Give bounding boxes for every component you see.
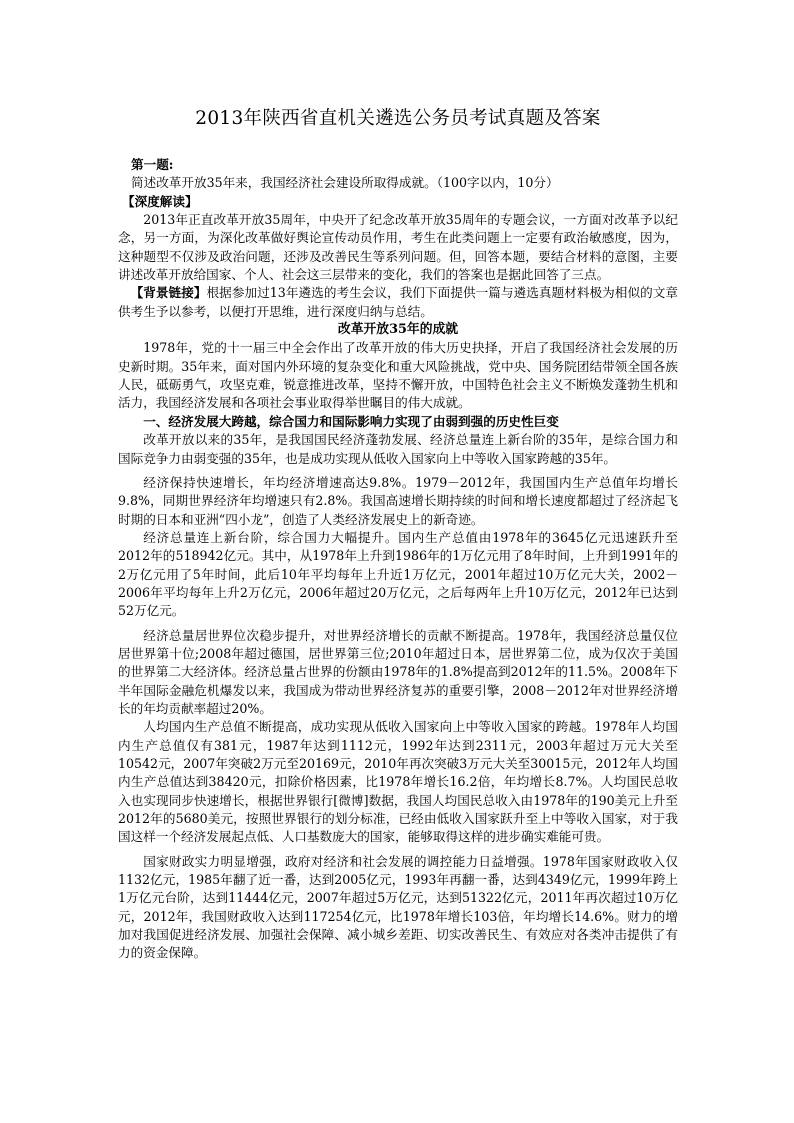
deep-analysis-label: 【深度解读】 <box>122 193 198 209</box>
question-text: 简述改革开放35年来，我国经济社会建设所取得成就。（100字以内，10分） <box>131 175 559 191</box>
section-paragraph: 经济总量连上新台阶，综合国力大幅提升。国内生产总值由1978年的3645亿元迅速跃升至2012年的518942亿元。其中，从1978年上升到1986年的1万亿元用了8年时间，上升到1991年的2万亿元用了5年时间，此后10年平均每年上升近1万亿元，2001年超过10万亿元大关，2002－2006年平均每年上升2万亿元，2006年超过20万亿元，之后每两年上升10万亿元，2012年已达到52万亿元。 <box>118 529 678 619</box>
document-page <box>118 104 678 963</box>
intro-paragraph: 1978年，党的十一届三中全会作出了改革开放的伟大历史抉择，开启了我国经济社会发展的历史新时期。35年来，面对国内外环境的复杂变化和重大风险挑战，党中央、国务院团结带领全国各族人民，砥砺勇气，攻坚克难，锐意推进改革，坚持不懈开放，中国特色社会主义不断焕发蓬勃生机和活力，我国经济发展和各项社会事业取得举世瞩目的伟大成就。 <box>118 340 678 411</box>
section-paragraph: 国家财政实力明显增强，政府对经济和社会发展的调控能力日益增强。1978年国家财政收入仅1132亿元，1985年翻了近一番，达到2005亿元，1993年再翻一番，达到4349亿元，1999年跨上1万亿元台阶，达到11444亿元，2007年超过5万亿元，达到51322亿元，2011年再次超过10万亿元，2012年，我国财政收入达到117254亿元，比1978年增长103倍，年均增长14.6%。财力的增加对我国促进经济发展、加强社会保障、减小城乡差距、切实改善民生、有效应对各类冲击提供了有力的资金保障。 <box>118 853 678 961</box>
section-paragraph: 经济保持快速增长，年均经济增速高达9.8%。1979－2012年，我国国内生产总值年均增长9.8%，同期世界经济年均增速只有2.8%。我国高速增长期持续的时间和增长速度都超过了经济起飞时期的日本和亚洲“四小龙”，创造了人类经济发展史上的新奇迹。 <box>118 474 678 527</box>
section-heading: 一、经济发展大跨越，综合国力和国际影响力实现了由弱到强的历史性巨变 <box>143 413 559 429</box>
background-link <box>118 284 678 321</box>
background-label: 【背景链接】 <box>130 285 207 301</box>
section-paragraph: 经济总量居世界位次稳步提升，对世界经济增长的贡献不断提高。1978年，我国经济总量仅位居世界第十位;2008年超过德国，居世界第三位;2010年超过日本，居世界第二位，成为仅次于美国的世界第二大经济体。经济总量占世界的份额由1978年的1.8%提高到2012年的11.5%。2008年下半年国际金融危机爆发以来，我国成为带动世界经济复苏的重要引擎，2008－2012年对世界经济增长的年均贡献率超过20%。 <box>118 627 678 716</box>
article-title: 改革开放35年的成就 <box>337 322 459 338</box>
section-paragraph: 人均国内生产总值不断提高，成功实现从低收入国家向上中等收入国家的跨越。1978年人均国内生产总值仅有381元，1987年达到1112元，1992年达到2311元，2003年超过万元大关至10542元，2007年突破2万元至20169元，2010年再次突破3万元大关至30015元，2012年人均国内生产总值达到38420元，扣除价格因素，比1978年增长16.2倍，年均增长8.7%。人均国民总收入也实现同步快速增长，根据世界银行[微博]数据，我国人均国民总收入由1978年的190美元上升至2012年的5680美元，按照世界银行的划分标准，已经由低收入国家跃升至上中等收入国家，对于我国这样一个经济发展起点低、人口基数庞大的国家，能够取得这样的进步确实难能可贵。 <box>118 719 678 845</box>
deep-analysis-text: 2013年正直改革开放35周年，中央开了纪念改革开放35周年的专题会议，一方面对改革予以纪念，另一方面，为深化改革做好舆论宣传动员作用，考生在此类问题上一定要有政治敏感度，因为，这种题型不仅涉及政治问题，还涉及改善民生等系列问题。但，回答本题，要结合材料的意图，主要讲述改革开放给国家、个人、社会这三层带来的变化，我们的答案也是据此回答了三点。 <box>118 212 678 283</box>
document-title: 2013年陕西省直机关遴选公务员考试真题及答案 <box>195 108 601 129</box>
section-paragraph: 改革开放以来的35年，是我国国民经济蓬勃发展、经济总量连上新台阶的35年，是综合国力和国际竞争力由弱变强的35年，也是成功实现从低收入国家向上中等收入国家跨越的35年。 <box>118 432 678 466</box>
background-text: 根据参加过13年遴选的考生会议，我们下面提供一篇与遴选真题材料极为相似的文章供考生予以参考，以便打开思维，进行深度归纳与总结。 <box>118 285 679 319</box>
question-label: 第一题: <box>131 157 174 172</box>
